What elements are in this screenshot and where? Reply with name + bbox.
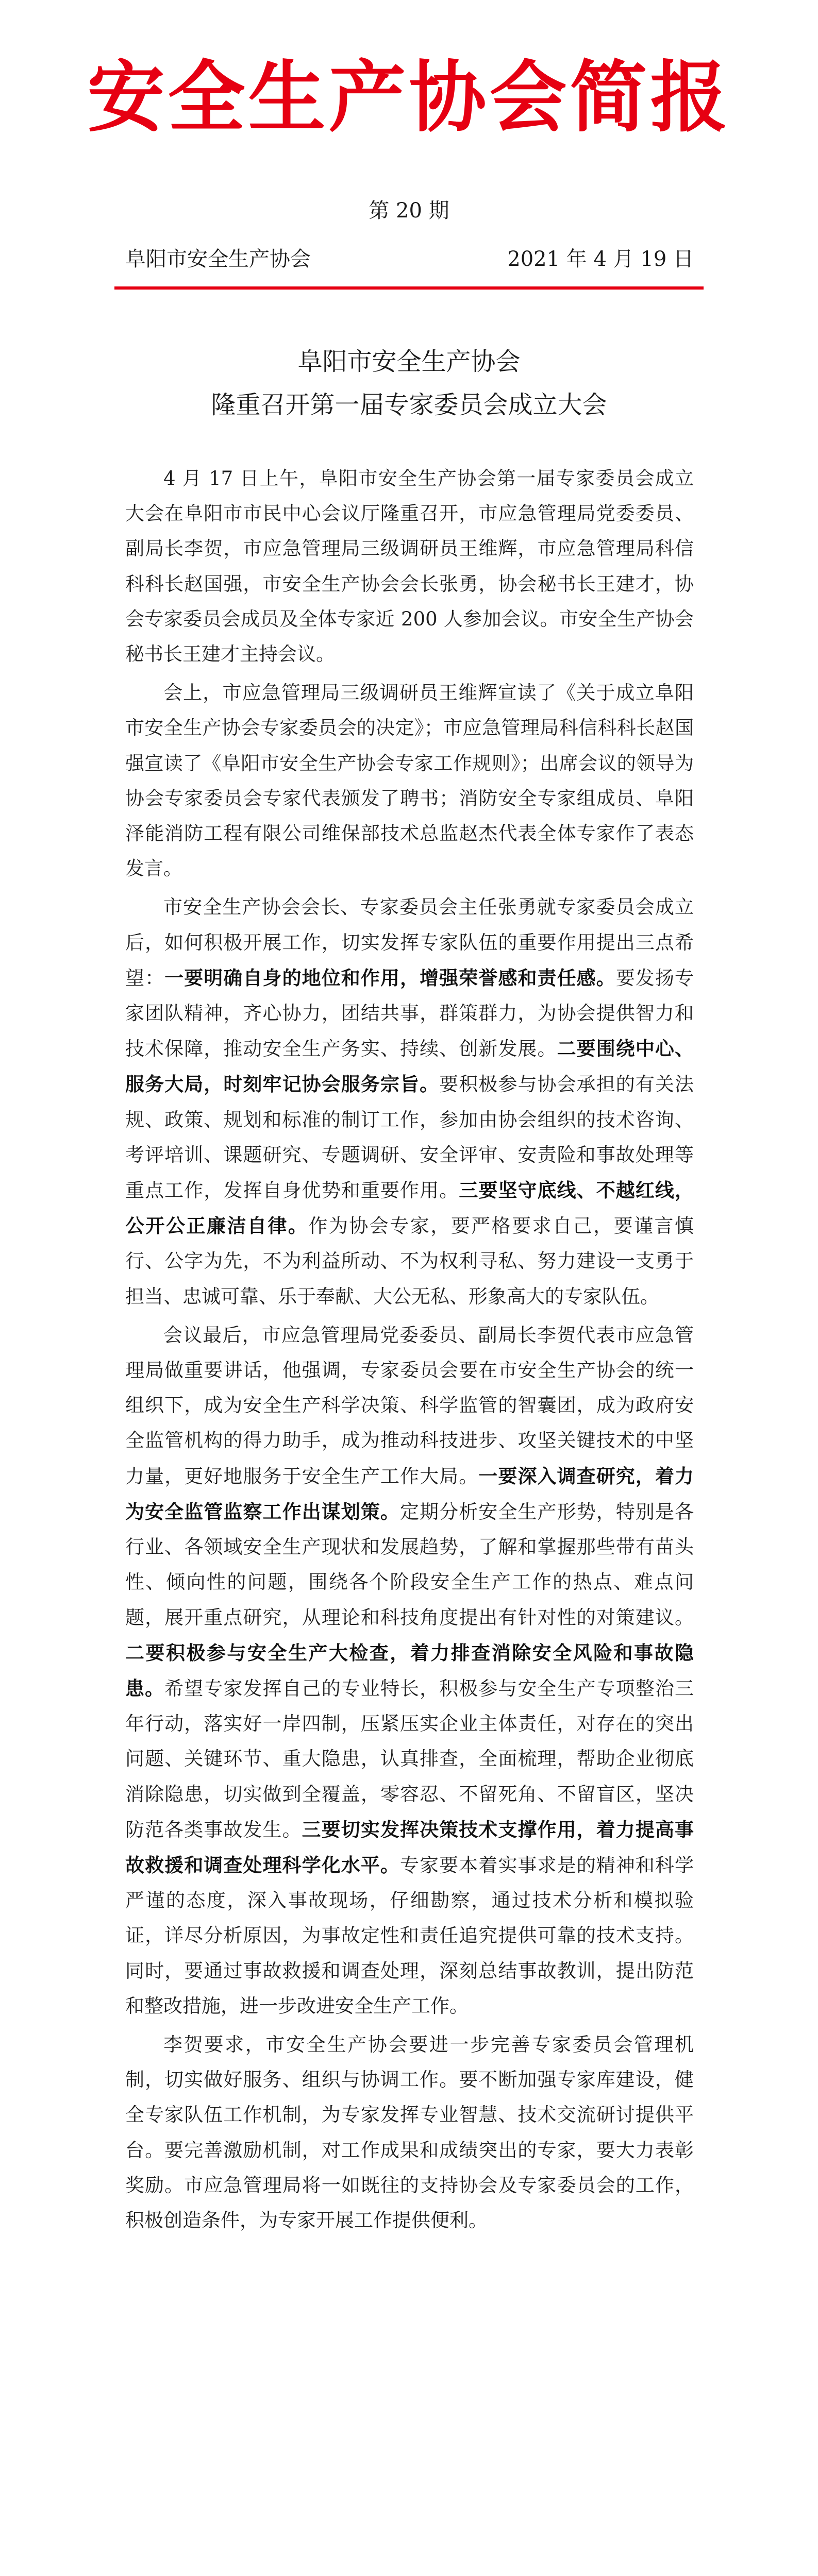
article-body (125, 461, 694, 2242)
header-divider (114, 286, 704, 290)
article-title-line-2: 隆重召开第一届专家委员会成立大会 (211, 391, 607, 419)
paragraph-3-intro: 市安全生产协会会长、专家委员会主任张勇就专家委员会成立后，如何积极开展工作，切实发挥专家队伍的重要作用提出三点希望： (125, 896, 694, 989)
demand-3-text: 专家要本着实事求是的精神和科学严谨的态度，深入事故现场，仔细勘察，通过技术分析和模拟验证，详尽分析原因，为事故定性和责任追究提供可靠的技术支持。同时，要通过事故救援和调查处理，深刻总结事故教训，提出防范和整改措施，进一步改进安全生产工作。 (125, 1854, 694, 2017)
hope-3-heading: 三要坚守底线、不越红线，公开公正廉洁自律。 (125, 1179, 694, 1238)
hope-2-text: 要积极参与协会承担的有关法规、政策、规划和标准的制订工作，参加由协会组织的技术咨询、考评培训、课题研究、专题调研、安全评审、安责险和事故处理等重点工作，发挥自身优势和重要作用。 (125, 1073, 694, 1202)
hope-1-text: 要发扬专家团队精神，齐心协力，团结共事，群策群力，为协会提供智力和技术保障，推动安全生产务实、持续、创新发展。 (125, 967, 694, 1060)
demand-2-heading: 二要积极参与安全生产大检查，着力排查消除安全风险和事故隐患。 (125, 1641, 694, 1700)
meta-row (125, 245, 694, 274)
publisher-name: 阜阳市安全生产协会 (125, 247, 311, 271)
paragraph-1: 4 月 17 日上午，阜阳市安全生产协会第一届专家委员会成立大会在阜阳市市民中心会议厅隆重召开，市应急管理局党委委员、副局长李贺，市应急管理局三级调研员王维辉，市应急管理局科信科科长赵国强，市安全生产协会会长张勇，协会秘书长王建才，协会专家委员会成员及全体专家近 200 人参加会议。市安全生产协会秘书长王建才主持会议。 (125, 467, 694, 666)
demand-1-text: 定期分析安全生产形势，特别是各行业、各领域安全生产现状和发展趋势，了解和掌握那些带有苗头性、倾向性的问题，围绕各个阶段安全生产工作的热点、难点问题，展开重点研究，从理论和科技角度提出有针对性的对策建议。 (125, 1500, 694, 1629)
paragraph-4 (125, 1318, 694, 2024)
masthead-title: 安全生产协会简报 (87, 53, 731, 143)
demand-1-heading: 一要深入调查研究，着力为安全监管监察工作出谋划策。 (125, 1464, 694, 1523)
hope-2-heading: 二要围绕中心、服务大局，时刻牢记协会服务宗旨。 (125, 1037, 694, 1096)
publish-date: 2021 年 4 月 19 日 (507, 247, 694, 271)
hope-3-text: 作为协会专家，要严格要求自己，要谨言慎行、公字为先，不为利益所动、不为权利寻私、努力建设一支勇于担当、忠诚可靠、乐于奉献、大公无私、形象高大的专家队伍。 (125, 1215, 694, 1308)
article-title-line-1: 阜阳市安全生产协会 (297, 347, 521, 376)
paragraph-4-intro: 会议最后，市应急管理局党委委员、副局长李贺代表市应急管理局做重要讲话，他强调，专家委员会要在市安全生产协会的统一组织下，成为安全生产科学决策、科学监管的智囊团，成为政府安全监管机构的得力助手，成为推动科技进步、攻坚关键技术的中坚力量，更好地服务于安全生产工作大局。 (125, 1324, 694, 1487)
paragraph-5: 李贺要求，市安全生产协会要进一步完善专家委员会管理机制，切实做好服务、组织与协调工作。要不断加强专家库建设，健全专家队伍工作机制，为专家发挥专业智慧、技术交流研讨提供平台。要完善激励机制，对工作成果和成绩突出的专家，要大力表彰奖励。市应急管理局将一如既往的支持协会及专家委员会的工作，积极创造条件，为专家开展工作提供便利。 (125, 2033, 694, 2231)
article-title (0, 340, 818, 427)
demand-3-heading: 三要切实发挥决策技术支撑作用，着力提高事故救援和调查处理科学化水平。 (125, 1818, 694, 1876)
issue-number: 第 20 期 (369, 199, 449, 223)
paragraph-2: 会上，市应急管理局三级调研员王维辉宣读了《关于成立阜阳市安全生产协会专家委员会的决定》；市应急管理局科信科科长赵国强宣读了《阜阳市安全生产协会专家工作规则》；出席会议的领导为协会专家委员会专家代表颁发了聘书；消防安全专家组成员、阜阳泽能消防工程有限公司维保部技术总监赵杰代表全体专家作了表态发言。 (125, 682, 694, 880)
hope-1-heading: 一要明确自身的地位和作用，增强荣誉感和责任感。 (164, 966, 616, 989)
paragraph-3 (125, 890, 694, 1314)
demand-2-text: 希望专家发挥自己的专业特长，积极参与安全生产专项整治三年行动，落实好一岸四制，压紧压实企业主体责任，对存在的突出问题、关键环节、重大隐患，认真排查，全面梳理，帮助企业彻底消除隐患，切实做到全覆盖，零容忍、不留死角、不留盲区，坚决防范各类事故发生。 (125, 1677, 694, 1841)
